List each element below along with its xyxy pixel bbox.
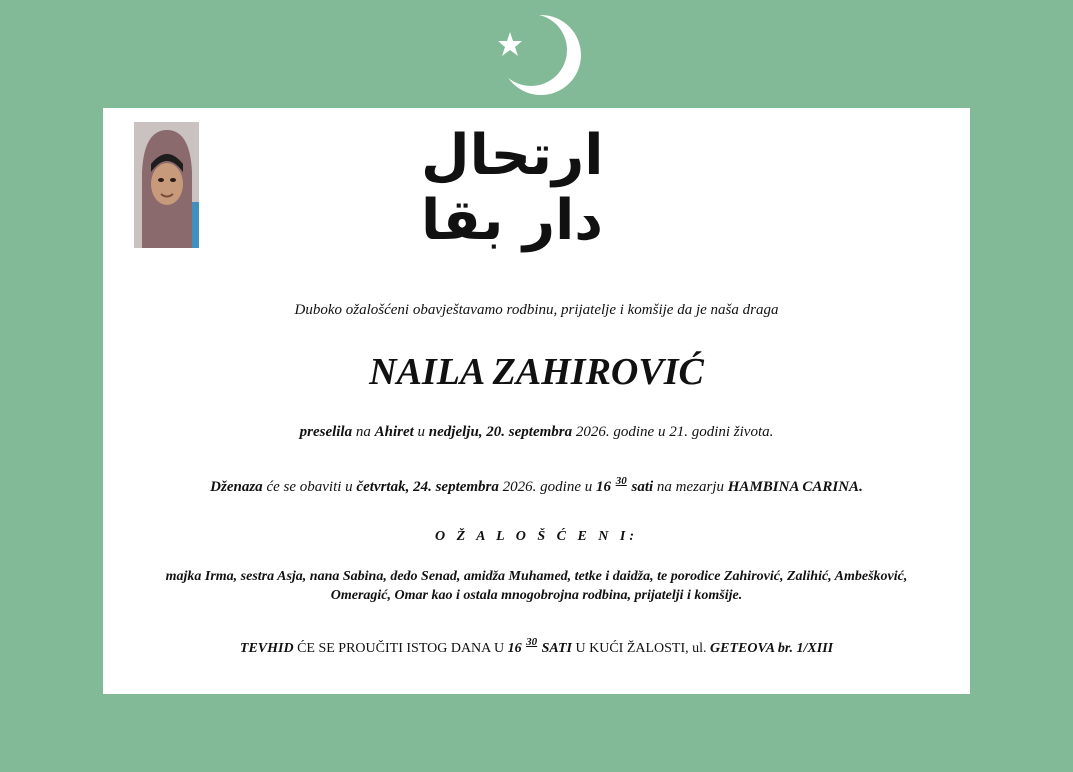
deceased-name: NAILA ZAHIROVIĆ bbox=[369, 351, 704, 393]
arabic-calligraphy bbox=[421, 123, 651, 253]
obituary-card bbox=[103, 108, 970, 694]
funeral-date: četvrtak, 24. septembra bbox=[356, 479, 499, 495]
crescent-star-icon bbox=[488, 10, 588, 100]
cemetery-name: HAMBINA CARINA. bbox=[727, 479, 863, 495]
tevhid-notice: TEVHID ĆE SE PROUČITI ISTOG DANA U 16 30 SATI U KUĆI ŽALOSTI, ul. GETEOVA br. 1/XIII bbox=[239, 636, 834, 656]
mourners-list: majka Irma, sestra Asja, nana Sabina, dedo Senad, amidža Muhamed, tetke i daidža, te porodice Zahirović, Zalihić, Ambešković, Omeragić, Omar kao i ostala mnogobrojna rodbina, prijatelji i komšije. bbox=[165, 569, 908, 603]
passing-notice: preselila na Ahiret u nedjelju, 20. septembra 2026. godine u 21. godini života. bbox=[299, 424, 774, 440]
tevhid-minute: 30 bbox=[526, 636, 538, 648]
passed-word: preselila bbox=[299, 424, 353, 440]
tevhid-hour: 16 bbox=[507, 641, 522, 656]
date-of-death: nedjelju, 20. septembra bbox=[428, 424, 573, 440]
intro-text: Duboko ožalošćeni obavještavamo rodbinu, prijatelje i komšije da je naša draga bbox=[294, 302, 779, 318]
funeral-hour: 16 bbox=[595, 479, 611, 495]
mourners-heading: O Ž A L O Š Ć E N I: bbox=[434, 529, 639, 544]
calligraphy-text: ارتحال دار بقا bbox=[421, 123, 604, 253]
funeral-notice: Dženaza će se obaviti u četvrtak, 24. septembra 2026. godine u 16 30 sati na mezarju HAMBINA CARINA. bbox=[210, 475, 863, 495]
funeral-minute: 30 bbox=[615, 475, 627, 487]
tevhid-address: GETEOVA br. 1/XIII bbox=[710, 641, 834, 656]
portrait-photo bbox=[134, 122, 199, 248]
